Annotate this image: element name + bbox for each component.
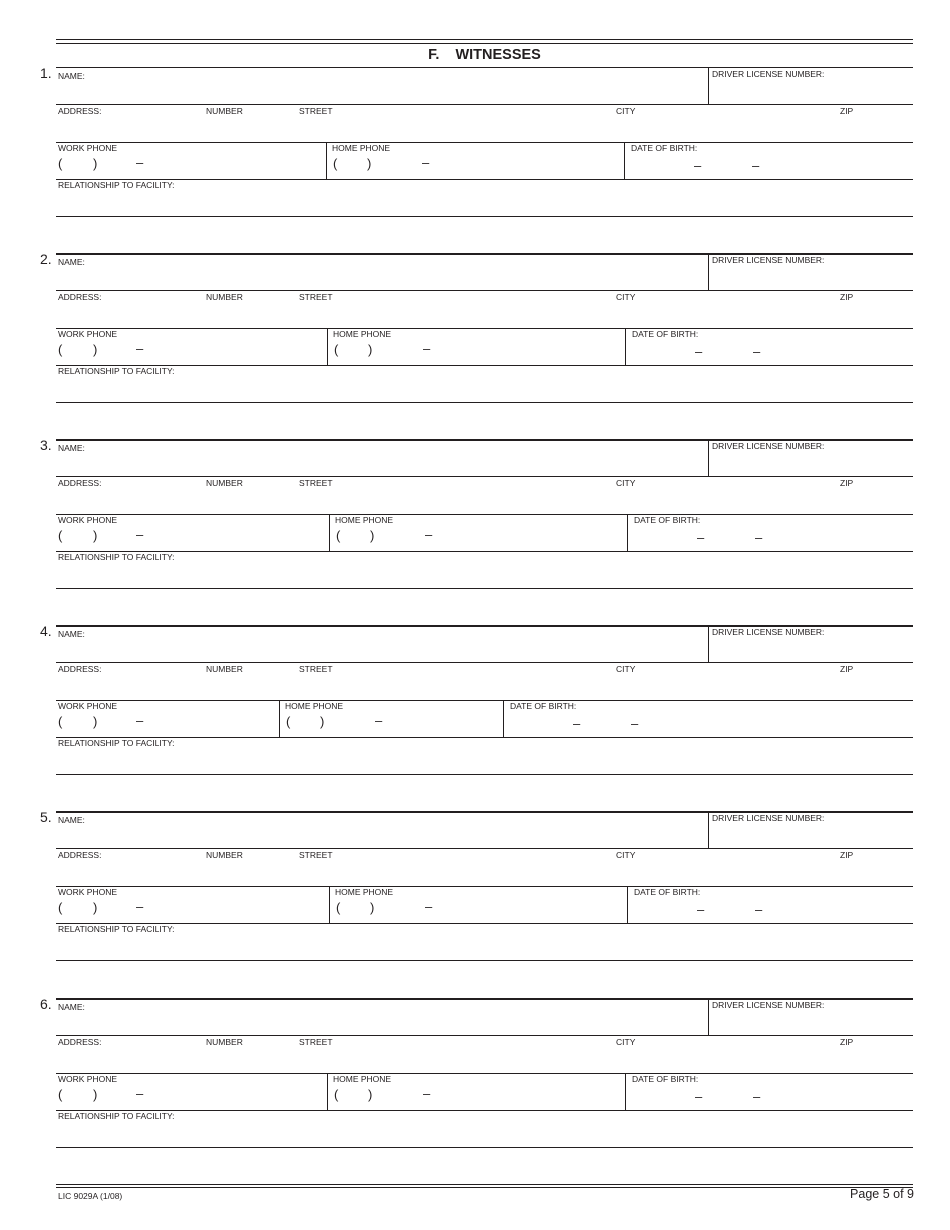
home-phone-close-paren: )	[370, 528, 375, 543]
city-label: CITY	[616, 478, 636, 488]
dob-dash-2: –	[755, 530, 763, 545]
home-phone-open-paren: (	[286, 714, 291, 729]
relationship-row-bottom-rule	[56, 960, 913, 961]
dob-dash-1: –	[573, 716, 581, 731]
home-phone-label: HOME PHONE	[335, 887, 394, 897]
work-phone-dash: –	[136, 527, 144, 542]
driver-license-label: DRIVER LICENSE NUMBER:	[712, 813, 825, 823]
date-of-birth-label: DATE OF BIRTH:	[510, 701, 577, 711]
home-phone-dash: –	[422, 155, 430, 170]
street-label: STREET	[299, 850, 333, 860]
phone-divider	[279, 700, 280, 737]
phone-divider	[329, 886, 330, 923]
address-row-top-rule	[56, 476, 913, 477]
home-phone-close-paren: )	[320, 714, 325, 729]
relationship-label: RELATIONSHIP TO FACILITY:	[58, 366, 175, 376]
relationship-row-top-rule	[56, 737, 913, 738]
work-phone-close-paren: )	[93, 714, 98, 729]
home-phone-close-paren: )	[370, 900, 375, 915]
driver-license-label: DRIVER LICENSE NUMBER:	[712, 1000, 825, 1010]
number-label: NUMBER	[206, 106, 243, 116]
work-phone-open-paren: (	[58, 900, 63, 915]
phone-row-top-rule	[56, 886, 913, 887]
address-label: ADDRESS:	[58, 292, 102, 302]
driver-license-label: DRIVER LICENSE NUMBER:	[712, 627, 825, 637]
dob-divider	[624, 142, 625, 179]
license-divider	[708, 625, 709, 662]
name-label: NAME:	[58, 815, 85, 825]
work-phone-open-paren: (	[58, 342, 63, 357]
name-label: NAME:	[58, 1002, 85, 1012]
zip-label: ZIP	[840, 1037, 854, 1047]
number-label: NUMBER	[206, 478, 243, 488]
phone-divider	[327, 328, 328, 365]
relationship-row-top-rule	[56, 365, 913, 366]
witness-number: 1.	[40, 65, 52, 81]
license-divider	[708, 998, 709, 1035]
license-divider	[708, 439, 709, 476]
work-phone-label: WORK PHONE	[58, 1074, 118, 1084]
work-phone-close-paren: )	[93, 900, 98, 915]
name-label: NAME:	[58, 629, 85, 639]
phone-divider	[329, 514, 330, 551]
home-phone-dash: –	[425, 899, 433, 914]
work-phone-close-paren: )	[93, 528, 98, 543]
home-phone-open-paren: (	[336, 528, 341, 543]
home-phone-dash: –	[375, 713, 383, 728]
dob-dash-2: –	[631, 716, 639, 731]
phone-row-top-rule	[56, 142, 913, 143]
driver-license-label: DRIVER LICENSE NUMBER:	[712, 255, 825, 265]
zip-label: ZIP	[840, 664, 854, 674]
date-of-birth-label: DATE OF BIRTH:	[632, 329, 699, 339]
number-label: NUMBER	[206, 664, 243, 674]
home-phone-label: HOME PHONE	[332, 143, 391, 153]
home-phone-label: HOME PHONE	[333, 1074, 392, 1084]
work-phone-dash: –	[136, 1086, 144, 1101]
work-phone-label: WORK PHONE	[58, 515, 118, 525]
name-label: NAME:	[58, 257, 85, 267]
zip-label: ZIP	[840, 850, 854, 860]
relationship-row-bottom-rule	[56, 216, 913, 217]
dob-dash-2: –	[753, 344, 761, 359]
witness-number: 2.	[40, 251, 52, 267]
dob-dash-1: –	[695, 344, 703, 359]
zip-label: ZIP	[840, 106, 854, 116]
license-divider	[708, 253, 709, 290]
witness-number: 6.	[40, 996, 52, 1012]
dob-divider	[625, 1073, 626, 1110]
top-rule-2	[56, 43, 913, 44]
dob-divider	[503, 700, 504, 737]
dob-divider	[627, 514, 628, 551]
witness-number: 3.	[40, 437, 52, 453]
home-phone-close-paren: )	[368, 342, 373, 357]
work-phone-dash: –	[136, 155, 144, 170]
work-phone-open-paren: (	[58, 1087, 63, 1102]
city-label: CITY	[616, 664, 636, 674]
license-divider	[708, 67, 709, 104]
witness-number: 5.	[40, 809, 52, 825]
home-phone-open-paren: (	[336, 900, 341, 915]
number-label: NUMBER	[206, 850, 243, 860]
section-title	[0, 47, 950, 63]
city-label: CITY	[616, 1037, 636, 1047]
home-phone-label: HOME PHONE	[335, 515, 394, 525]
driver-license-label: DRIVER LICENSE NUMBER:	[712, 441, 825, 451]
top-rule-1	[56, 39, 913, 40]
bottom-rule-1	[56, 1184, 913, 1185]
work-phone-label: WORK PHONE	[58, 143, 118, 153]
city-label: CITY	[616, 850, 636, 860]
work-phone-dash: –	[136, 713, 144, 728]
date-of-birth-label: DATE OF BIRTH:	[634, 887, 701, 897]
work-phone-label: WORK PHONE	[58, 701, 118, 711]
date-of-birth-label: DATE OF BIRTH:	[631, 143, 698, 153]
dob-divider	[627, 886, 628, 923]
work-phone-open-paren: (	[58, 156, 63, 171]
relationship-row-top-rule	[56, 1110, 913, 1111]
work-phone-open-paren: (	[58, 528, 63, 543]
address-row-top-rule	[56, 662, 913, 663]
dob-dash-1: –	[694, 158, 702, 173]
number-label: NUMBER	[206, 292, 243, 302]
relationship-label: RELATIONSHIP TO FACILITY:	[58, 738, 175, 748]
home-phone-close-paren: )	[367, 156, 372, 171]
section-name: WITNESSES	[455, 47, 541, 63]
street-label: STREET	[299, 292, 333, 302]
phone-row-top-rule	[56, 328, 913, 329]
relationship-row-top-rule	[56, 179, 913, 180]
street-label: STREET	[299, 664, 333, 674]
relationship-label: RELATIONSHIP TO FACILITY:	[58, 180, 175, 190]
license-divider	[708, 811, 709, 848]
form-code: LIC 9029A (1/08)	[58, 1191, 123, 1201]
address-label: ADDRESS:	[58, 478, 102, 488]
dob-dash-1: –	[697, 902, 705, 917]
phone-row-top-rule	[56, 700, 913, 701]
address-row-top-rule	[56, 848, 913, 849]
address-label: ADDRESS:	[58, 1037, 102, 1047]
dob-dash-2: –	[755, 902, 763, 917]
zip-label: ZIP	[840, 292, 854, 302]
address-label: ADDRESS:	[58, 850, 102, 860]
section-letter: F.	[428, 47, 440, 63]
witness-number: 4.	[40, 623, 52, 639]
name-row-top-rule	[56, 67, 913, 68]
home-phone-dash: –	[425, 527, 433, 542]
work-phone-open-paren: (	[58, 714, 63, 729]
home-phone-dash: –	[423, 1086, 431, 1101]
work-phone-dash: –	[136, 899, 144, 914]
work-phone-label: WORK PHONE	[58, 329, 118, 339]
home-phone-open-paren: (	[334, 342, 339, 357]
relationship-row-bottom-rule	[56, 774, 913, 775]
date-of-birth-label: DATE OF BIRTH:	[634, 515, 701, 525]
relationship-label: RELATIONSHIP TO FACILITY:	[58, 1111, 175, 1121]
city-label: CITY	[616, 106, 636, 116]
address-label: ADDRESS:	[58, 664, 102, 674]
home-phone-open-paren: (	[334, 1087, 339, 1102]
work-phone-close-paren: )	[93, 342, 98, 357]
phone-row-top-rule	[56, 514, 913, 515]
relationship-row-bottom-rule	[56, 402, 913, 403]
street-label: STREET	[299, 1037, 333, 1047]
home-phone-label: HOME PHONE	[333, 329, 392, 339]
city-label: CITY	[616, 292, 636, 302]
street-label: STREET	[299, 478, 333, 488]
relationship-label: RELATIONSHIP TO FACILITY:	[58, 924, 175, 934]
address-row-top-rule	[56, 104, 913, 105]
driver-license-label: DRIVER LICENSE NUMBER:	[712, 69, 825, 79]
bottom-rule-2	[56, 1187, 913, 1188]
relationship-row-bottom-rule	[56, 588, 913, 589]
address-label: ADDRESS:	[58, 106, 102, 116]
work-phone-label: WORK PHONE	[58, 887, 118, 897]
number-label: NUMBER	[206, 1037, 243, 1047]
page-number: Page 5 of 9	[850, 1187, 914, 1201]
work-phone-dash: –	[136, 341, 144, 356]
dob-dash-2: –	[753, 1089, 761, 1104]
relationship-row-bottom-rule	[56, 1147, 913, 1148]
dob-divider	[625, 328, 626, 365]
phone-divider	[327, 1073, 328, 1110]
phone-row-top-rule	[56, 1073, 913, 1074]
home-phone-close-paren: )	[368, 1087, 373, 1102]
date-of-birth-label: DATE OF BIRTH:	[632, 1074, 699, 1084]
name-label: NAME:	[58, 71, 85, 81]
home-phone-open-paren: (	[333, 156, 338, 171]
address-row-top-rule	[56, 290, 913, 291]
address-row-top-rule	[56, 1035, 913, 1036]
street-label: STREET	[299, 106, 333, 116]
dob-dash-1: –	[695, 1089, 703, 1104]
home-phone-dash: –	[423, 341, 431, 356]
name-label: NAME:	[58, 443, 85, 453]
work-phone-close-paren: )	[93, 156, 98, 171]
work-phone-close-paren: )	[93, 1087, 98, 1102]
dob-dash-1: –	[697, 530, 705, 545]
phone-divider	[326, 142, 327, 179]
relationship-row-top-rule	[56, 551, 913, 552]
dob-dash-2: –	[752, 158, 760, 173]
relationship-label: RELATIONSHIP TO FACILITY:	[58, 552, 175, 562]
home-phone-label: HOME PHONE	[285, 701, 344, 711]
zip-label: ZIP	[840, 478, 854, 488]
relationship-row-top-rule	[56, 923, 913, 924]
